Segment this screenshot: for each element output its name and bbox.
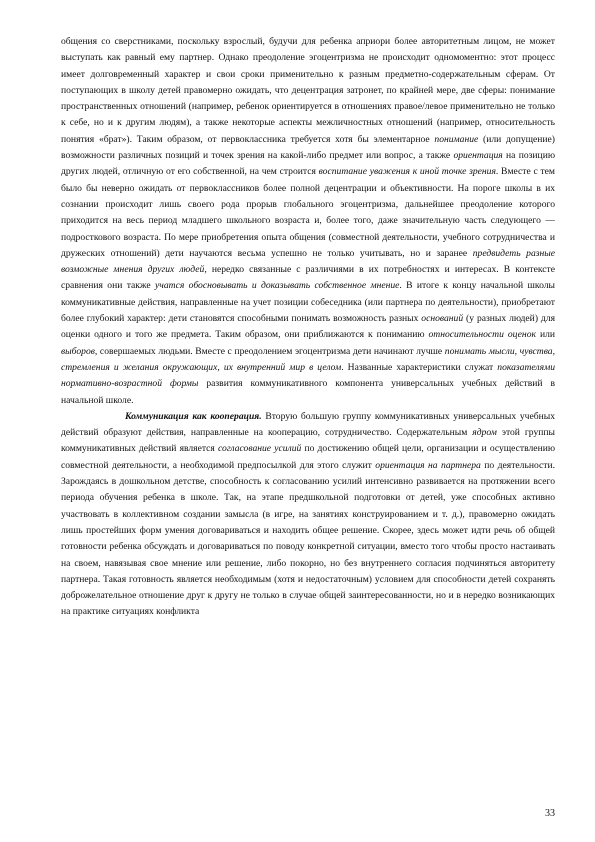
text-run: этой группы коммуникативных действий является: [61, 427, 555, 455]
text-run: на позицию других людей, отличную от его собственной, на чем строится: [61, 150, 555, 178]
text-run: (у разных людей) для оценки одного и того же предмета. Таким образом, они приближаются к пониманию: [61, 313, 555, 341]
emphasis: ядром: [472, 427, 497, 439]
text-run: , нередко связанные с различиями в их потребностях и интересах. В контексте сравнения они также: [61, 264, 555, 292]
emphasis: предвидеть разные возможные мнения других людей: [61, 247, 555, 276]
text-run: по достижению общей цели, организации и осуществлению совместной деятельности, а необходимой предпосылкой для этого служит: [61, 443, 556, 471]
paragraph-1: [61, 34, 555, 409]
text-run: или: [535, 329, 556, 341]
emphasis: оснований: [421, 313, 464, 325]
page-number: 33: [545, 808, 555, 819]
emphasis: понимать мысли, чувства, стремления и желания окружающих, их внутренний мир в целом: [61, 345, 555, 373]
text-run: развития коммуникативного компонента универсальных учебных действий в начальной школе.: [61, 378, 555, 406]
emphasis: ориентация: [453, 150, 503, 162]
emphasis: ориентация на партнера: [375, 459, 481, 471]
emphasis: относительности оценок: [428, 329, 536, 341]
body-text: [61, 34, 555, 621]
emphasis: понимание: [434, 133, 479, 145]
emphasis: воспитание уважения к иной точке зрения: [318, 166, 496, 178]
text-run: . В итоге к концу начальной школы коммуникативные действия, направленные на учет позиции собеседника (или партнера по деятельности), приобретают более глубокий характер: дети становятся способными понимать возможность разных: [61, 280, 555, 325]
section-heading: Коммуникация как кооперация.: [125, 410, 262, 422]
emphasis: учатся обосновывать и доказывать собственное мнение: [155, 280, 400, 292]
text-run: . Вместе с тем было бы неверно ожидать от первоклассников более полной децентрации и объективности. На пороге школы в их сознании происходит лишь своего рода прорыв глобального эгоцентризма, дальнейшее преодоление которого приходится на весь период младшего школьного возраста и, более того, даже значительную часть следующего — подросткового возраста. По мере приобретения опыта общения (совместной деятельности, учебного сотрудничества и дружеских отношений) дети научаются весьма успешно не только учитывать, но и заранее: [61, 166, 555, 259]
text-run: Вторую большую группу коммуникативных универсальных учебных действий образуют действия, направленные на кооперацию, сотрудничество. Содержательным: [61, 410, 555, 439]
emphasis: показателями нормативно-возрастной формы: [61, 361, 555, 390]
emphasis: согласование усилий: [218, 443, 302, 455]
text-run: , совершаемых людьми. Вместе с преодолением эгоцентризма дети начинают лучше: [94, 345, 445, 357]
text-run: общения со сверстниками, поскольку взрослый, будучи для ребенка априори более авторитетным лицом, не может выступать как равный ему партнер. Однако преодоление эгоцентризма не происходит одномоментно: этот процесс имеет долговременный характер и свои сроки применительно к разным предметно-содержательным сферам. От поступающих в школу детей правомерно ожидать, что децентрация затронет, по крайней мере, две сферы: понимание пространственных отношений (например, ребенок ориентируется в отношениях правое/левое применительно не только к себе, но и к другим людям), а также некоторые аспекты межличностных отношений (например, относительность понятия «брат»). Таким образом, от первоклассника требуется хотя бы элементарное: [61, 36, 555, 145]
text-run: . Названные характеристики служат: [341, 361, 498, 373]
text-run: (или допущение) возможности различных позиций и точек зрения на какой-либо предмет или вопрос, а также: [61, 133, 555, 162]
paragraph-2: [61, 409, 555, 621]
text-run: по деятельности. Зарождаясь в дошкольном детстве, способность к согласованию усилий интенсивно развивается на протяжении всего периода обучения ребенка в школе. Так, на этапе предшкольной подготовки от детей, уже способных активно участвовать в коллективном создании замысла (в игре, на занятиях конструированием и т. д.), правомерно ожидать лишь простейших форм умения договариваться и находить общее решение. Скорее, здесь может идти речь об общей готовности ребенка обсуждать и договариваться по поводу конкретной ситуации, вместо того чтобы просто настаивать на своем, навязывая свое мнение или решение, либо покорно, но без внутреннего согласия подчиняться авторитету партнера. Такая готовность является необходимым (хотя и недостаточным) условием для способности детей сохранять доброжелательное отношение друг к другу не только в случае общей заинтересованности, но и в нередко возникающих на практике ситуациях конфликта: [61, 459, 555, 618]
emphasis: выборов: [61, 345, 95, 357]
